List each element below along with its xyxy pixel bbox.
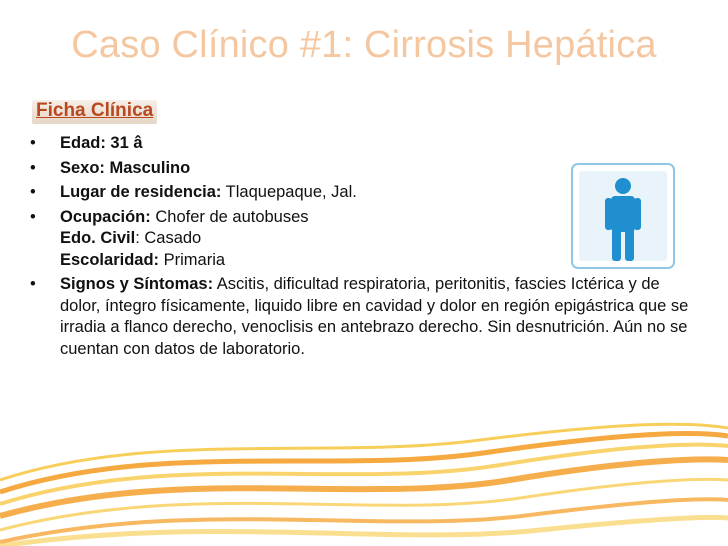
bullet: • xyxy=(30,275,36,293)
slide-title: Caso Clínico #1: Cirrosis Hepática xyxy=(71,24,657,66)
signos-value: Ascitis, dificultad respiratoria, peritonitis, fascies Ictérica y de dolor, íntegro físicamente, liquido libre en cavidad y dolor en región epigástrica que se irradia a flanco derecho, venoclisis en antebrazo derecho. Sin desnutrición. Aún no se cuentan con datos de laboratorio. xyxy=(60,275,689,358)
civil-label: Edo. Civil xyxy=(60,229,136,247)
ocupacion-value: Chofer de autobuses xyxy=(150,207,309,226)
escolaridad-value: Primaria xyxy=(159,250,226,269)
residencia-label: Lugar de residencia: xyxy=(60,183,222,201)
decorative-wave-lines xyxy=(0,420,728,546)
male-sign-frame xyxy=(571,163,675,269)
signos-label: Signos y Síntomas: xyxy=(60,275,214,293)
bullet: • xyxy=(30,158,36,177)
ocupacion-label: Ocupación: xyxy=(60,207,151,226)
residencia-value: Tlaquepaque, Jal. xyxy=(221,183,357,201)
male-person-icon xyxy=(571,163,675,269)
list-item-edad xyxy=(30,133,700,155)
civil-value: : Casado xyxy=(135,229,202,247)
section-heading: Ficha Clínica xyxy=(32,100,157,124)
bullet: • xyxy=(30,183,36,201)
bullet: • xyxy=(30,134,36,152)
list-item-signos xyxy=(30,274,700,360)
bullet: • xyxy=(30,207,36,226)
escolaridad-label: Escolaridad: xyxy=(60,250,160,269)
sexo-text: Sexo: Masculino xyxy=(60,158,191,177)
edad-text: Edad: 31 â xyxy=(60,134,143,152)
